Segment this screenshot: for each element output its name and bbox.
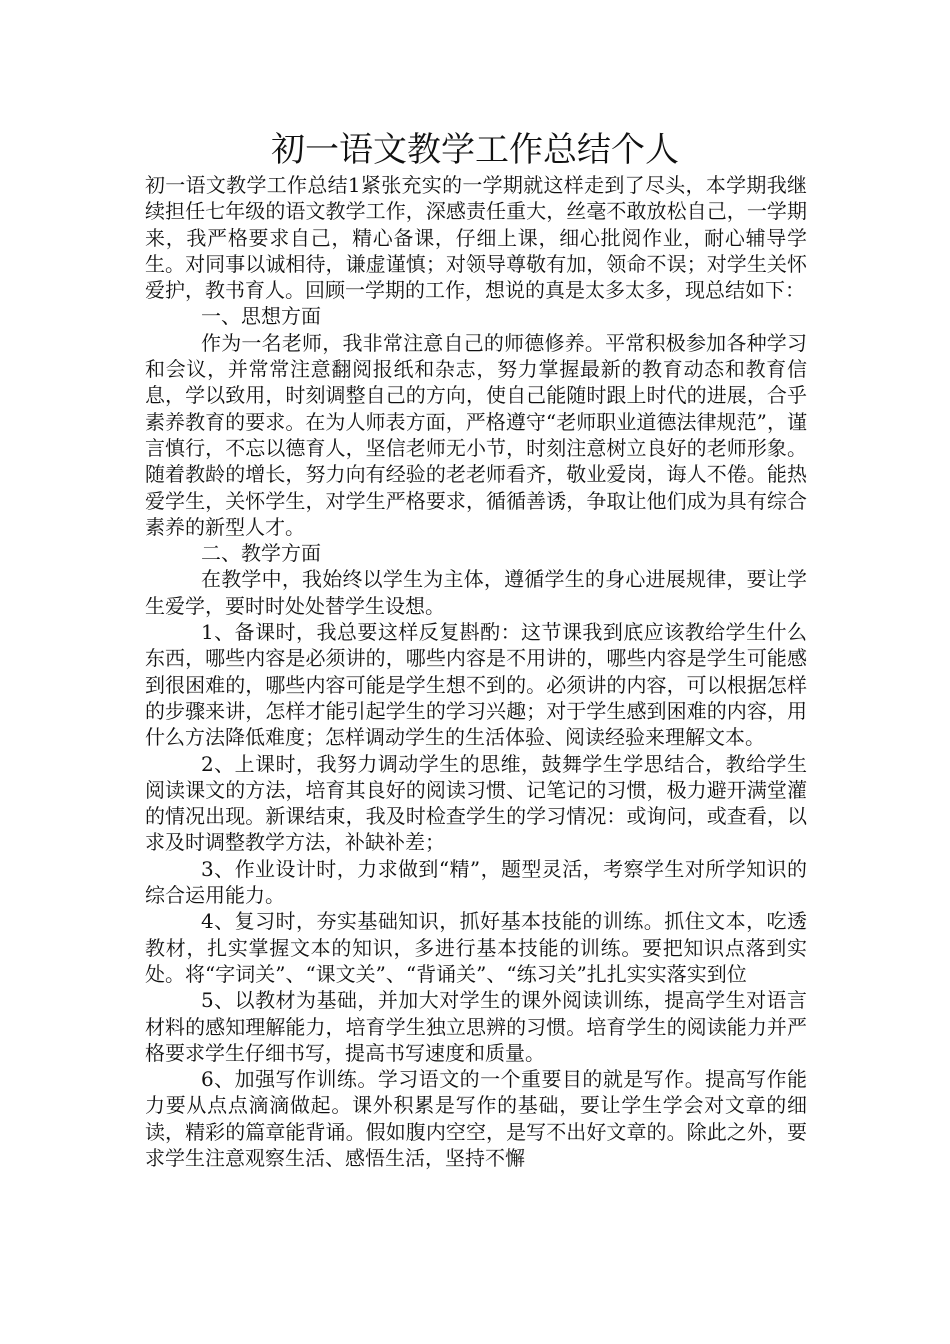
list-item-review: 4、复习时，夯实基础知识，抓好基本技能的训练。抓住文本，吃透教材，扎实掌握文本的知识，多进行基本技能的训练。要把知识点落到实处。将“字词关”、“课文关”、“背诵关”、“练习关”扎扎实实落实到位 [145, 909, 807, 986]
section-heading-teaching: 二、教学方面 [201, 541, 321, 566]
section-heading-ideology: 一、思想方面 [201, 304, 321, 329]
intro-paragraph: 初一语文教学工作总结1紧张充实的一学期就这样走到了尽头，本学期我继续担任七年级的语文教学工作，深感责任重大，丝毫不敢放松自己，一学期来，我严格要求自己，精心备课，仔细上课，细心批阅作业，耐心辅导学生。对同事以诚相待，谦虚谨慎；对领导尊敬有加，领命不误；对学生关怀爱护，教书育人。回顾一学期的工作，想说的真是太多太多，现总结如下： [145, 173, 807, 303]
document-title: 初一语文教学工作总结个人 [271, 130, 679, 170]
list-item-writing: 6、加强写作训练。学习语文的一个重要目的就是写作。提高写作能力要从点点滴滴做起。课外积累是写作的基础，要让学生学会对文章的细读，精彩的篇章能背诵。假如腹内空空，是写不出好文章的。除此之外，要求学生注意观察生活、感悟生活，坚持不懈 [145, 1067, 807, 1170]
list-item-lesson-prep: 1、备课时，我总要这样反复斟酌：这节课我到底应该教给学生什么东西，哪些内容是必须讲的，哪些内容是不用讲的，哪些内容是学生可能感到很困难的，哪些内容可能是学生想不到的。必须讲的内容，可以根据怎样的步骤来讲，怎样才能引起学生的学习兴趣；对于学生感到困难的内容，用什么方法降低难度；怎样调动学生的生活体验、阅读经验来理解文本。 [145, 620, 807, 750]
list-item-reading: 5、以教材为基础，并加大对学生的课外阅读训练，提高学生对语言材料的感知理解能力，培育学生独立思辨的习惯。培育学生的阅读能力并严格要求学生仔细书写，提高书写速度和质量。 [145, 988, 807, 1065]
document-body [145, 172, 807, 1171]
list-item-in-class: 2、上课时，我努力调动学生的思维，鼓舞学生学思结合，教给学生阅读课文的方法，培育其良好的阅读习惯、记笔记的习惯，极力避开满堂灌的情况出现。新课结束，我及时检查学生的学习情况：或询问，或查看，以求及时调整教学方法，补缺补差； [145, 751, 807, 855]
body-paragraph: 作为一名老师，我非常注意自己的师德修养。平常积极参加各种学习和会议，并常常注意翻阅报纸和杂志，努力掌握最新的教育动态和教育信息，学以致用，时刻调整自己的方向，使自己能随时跟上时代的进展，合乎素养教育的要求。在为人师表方面，严格遵守“老师职业道德法律规范”，谨言慎行，不忘以德育人，坚信老师无小节，时刻注意树立良好的老师形象。随着教龄的增长，努力向有经验的老老师看齐，敬业爱岗，诲人不倦。能热爱学生，关怀学生，对学生严格要求，循循善诱，争取让他们成为具有综合素养的新型人才。 [145, 330, 807, 539]
body-paragraph: 在教学中，我始终以学生为主体，遵循学生的身心进展规律，要让学生爱学，要时时处处替学生设想。 [145, 567, 807, 618]
list-item-homework: 3、作业设计时，力求做到“精”，题型灵活，考察学生对所学知识的综合运用能力。 [145, 856, 807, 908]
